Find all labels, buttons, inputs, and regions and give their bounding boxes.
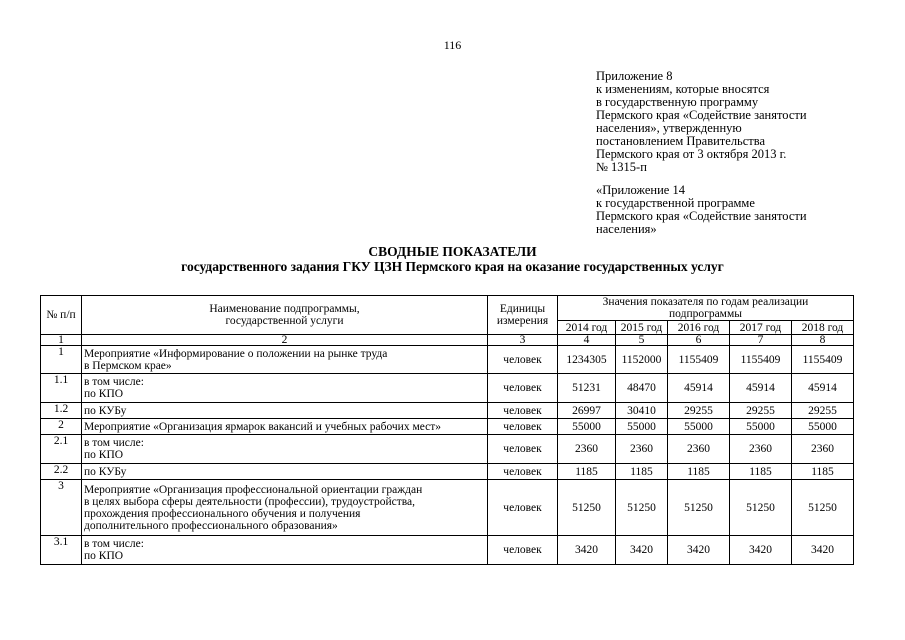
row-name-line: по КУБу (84, 465, 127, 478)
appendix-line: к государственной программе (596, 196, 755, 210)
row-value: 45914 (792, 374, 854, 403)
row-name (82, 464, 488, 480)
row-value: 3420 (616, 536, 668, 565)
header-year: 2016 год (668, 321, 730, 335)
row-name (82, 435, 488, 464)
page-number: 116 (443, 38, 462, 52)
appendix-line: Пермского края от 3 октября 2013 г. (596, 147, 787, 161)
header-values: Значения показателя по годам реализации подпрограммы (558, 296, 854, 321)
row-name-line: по КУБу (84, 404, 127, 417)
row-number: 1 (41, 346, 82, 374)
row-value: 26997 (558, 403, 616, 419)
row-value: 55000 (616, 419, 668, 435)
row-unit: человек (488, 464, 558, 480)
title-line-1: СВОДНЫЕ ПОКАЗАТЕЛИ (368, 244, 537, 259)
table-row (41, 346, 854, 374)
row-value: 48470 (616, 374, 668, 403)
row-value: 1185 (668, 464, 730, 480)
row-name-line: Мероприятие «Информирование о положении на рынке труда (84, 347, 388, 360)
row-name-line: Мероприятие «Организация профессиональной ориентации граждан (84, 483, 423, 496)
row-value: 2360 (558, 435, 616, 464)
row-unit: человек (488, 419, 558, 435)
appendix-line: населения», утвержденную (596, 121, 742, 135)
row-value: 30410 (616, 403, 668, 419)
table-row (41, 403, 854, 419)
appendix-line: Приложение 8 (596, 69, 673, 83)
row-value: 45914 (668, 374, 730, 403)
row-number: 2.1 (41, 435, 82, 464)
row-name-line: по КПО (84, 449, 124, 461)
row-value: 1185 (616, 464, 668, 480)
row-name (82, 419, 488, 435)
row-value: 51250 (668, 480, 730, 536)
row-value: 1185 (792, 464, 854, 480)
column-number: 2 (82, 335, 488, 346)
row-value: 51250 (616, 480, 668, 536)
appendix-line: постановлением Правительства (596, 134, 766, 148)
document-title (0, 244, 905, 274)
header-unit: Единицы измерения (488, 296, 558, 335)
indicators-table (40, 295, 854, 565)
column-number: 5 (616, 335, 668, 346)
column-number: 8 (792, 335, 854, 346)
title-line-2: государственного задания ГКУ ЦЗН Пермского края на оказание государственных услуг (181, 259, 724, 274)
row-name-line: в Пермском крае» (84, 359, 172, 372)
row-unit: человек (488, 435, 558, 464)
table-row (41, 480, 854, 536)
column-number: 6 (668, 335, 730, 346)
row-name-line: в том числе: (84, 538, 144, 550)
row-value: 1152000 (616, 346, 668, 374)
row-number: 1.2 (41, 403, 82, 419)
row-unit: человек (488, 374, 558, 403)
row-name (82, 480, 488, 536)
row-value: 29255 (792, 403, 854, 419)
column-number: 1 (41, 335, 82, 346)
row-name (82, 374, 488, 403)
row-value: 51250 (730, 480, 792, 536)
row-value: 1185 (558, 464, 616, 480)
row-name-line: Мероприятие «Организация ярмарок вакансий и учебных рабочих мест» (84, 420, 442, 433)
header-name: Наименование подпрограммы, государственной услуги (82, 296, 488, 335)
row-value: 51250 (792, 480, 854, 536)
row-value: 1234305 (558, 346, 616, 374)
row-value: 55000 (792, 419, 854, 435)
column-number: 7 (730, 335, 792, 346)
row-name (82, 403, 488, 419)
row-name-line: по КПО (84, 550, 124, 562)
row-name (82, 346, 488, 374)
table-row (41, 419, 854, 435)
row-value: 3420 (792, 536, 854, 565)
row-unit: человек (488, 403, 558, 419)
table-row (41, 536, 854, 565)
appendix-line: к изменениям, которые вносятся (596, 82, 770, 96)
row-name (82, 536, 488, 565)
row-unit: человек (488, 346, 558, 374)
row-name-line: по КПО (84, 388, 124, 400)
appendix-line: «Приложение 14 (596, 183, 685, 197)
row-value: 1185 (730, 464, 792, 480)
row-number: 2 (41, 419, 82, 435)
row-value: 55000 (730, 419, 792, 435)
appendix-note (596, 70, 807, 174)
row-number: 3.1 (41, 536, 82, 565)
row-value: 1155409 (792, 346, 854, 374)
row-name-line: прохождения профессионального обучения и получения (84, 507, 361, 520)
row-number: 1.1 (41, 374, 82, 403)
table-row (41, 464, 854, 480)
row-name-line: дополнительного профессионального образования» (84, 519, 338, 532)
row-value: 29255 (668, 403, 730, 419)
appendix-line: Пермского края «Содействие занятости (596, 108, 807, 122)
row-value: 2360 (730, 435, 792, 464)
row-number: 2.2 (41, 464, 82, 480)
row-value: 51250 (558, 480, 616, 536)
appendix-line: Пермского края «Содействие занятости (596, 209, 807, 223)
row-value: 1155409 (730, 346, 792, 374)
row-value: 3420 (558, 536, 616, 565)
row-value: 2360 (668, 435, 730, 464)
row-value: 2360 (616, 435, 668, 464)
table-row (41, 435, 854, 464)
header-year: 2018 год (792, 321, 854, 335)
header-year: 2017 год (730, 321, 792, 335)
row-unit: человек (488, 536, 558, 565)
table-row (41, 374, 854, 403)
column-number: 3 (488, 335, 558, 346)
row-name-line: в целях выбора сферы деятельности (профессии), трудоустройства, (84, 495, 416, 508)
row-name-line: в том числе: (84, 437, 144, 449)
appendix-line: в государственную программу (596, 95, 759, 109)
row-value: 51231 (558, 374, 616, 403)
row-value: 2360 (792, 435, 854, 464)
row-value: 3420 (730, 536, 792, 565)
row-value: 1155409 (668, 346, 730, 374)
header-year: 2015 год (616, 321, 668, 335)
row-number: 3 (41, 480, 82, 536)
row-value: 55000 (558, 419, 616, 435)
row-value: 29255 (730, 403, 792, 419)
header-year: 2014 год (558, 321, 616, 335)
row-unit: человек (488, 480, 558, 536)
row-value: 45914 (730, 374, 792, 403)
appendix-note-2 (596, 184, 807, 236)
appendix-line: населения» (596, 222, 657, 236)
appendix-line: № 1315-п (596, 160, 647, 174)
header-no: № п/п (41, 296, 82, 335)
row-value: 3420 (668, 536, 730, 565)
column-number: 4 (558, 335, 616, 346)
row-value: 55000 (668, 419, 730, 435)
row-name-line: в том числе: (84, 376, 144, 388)
